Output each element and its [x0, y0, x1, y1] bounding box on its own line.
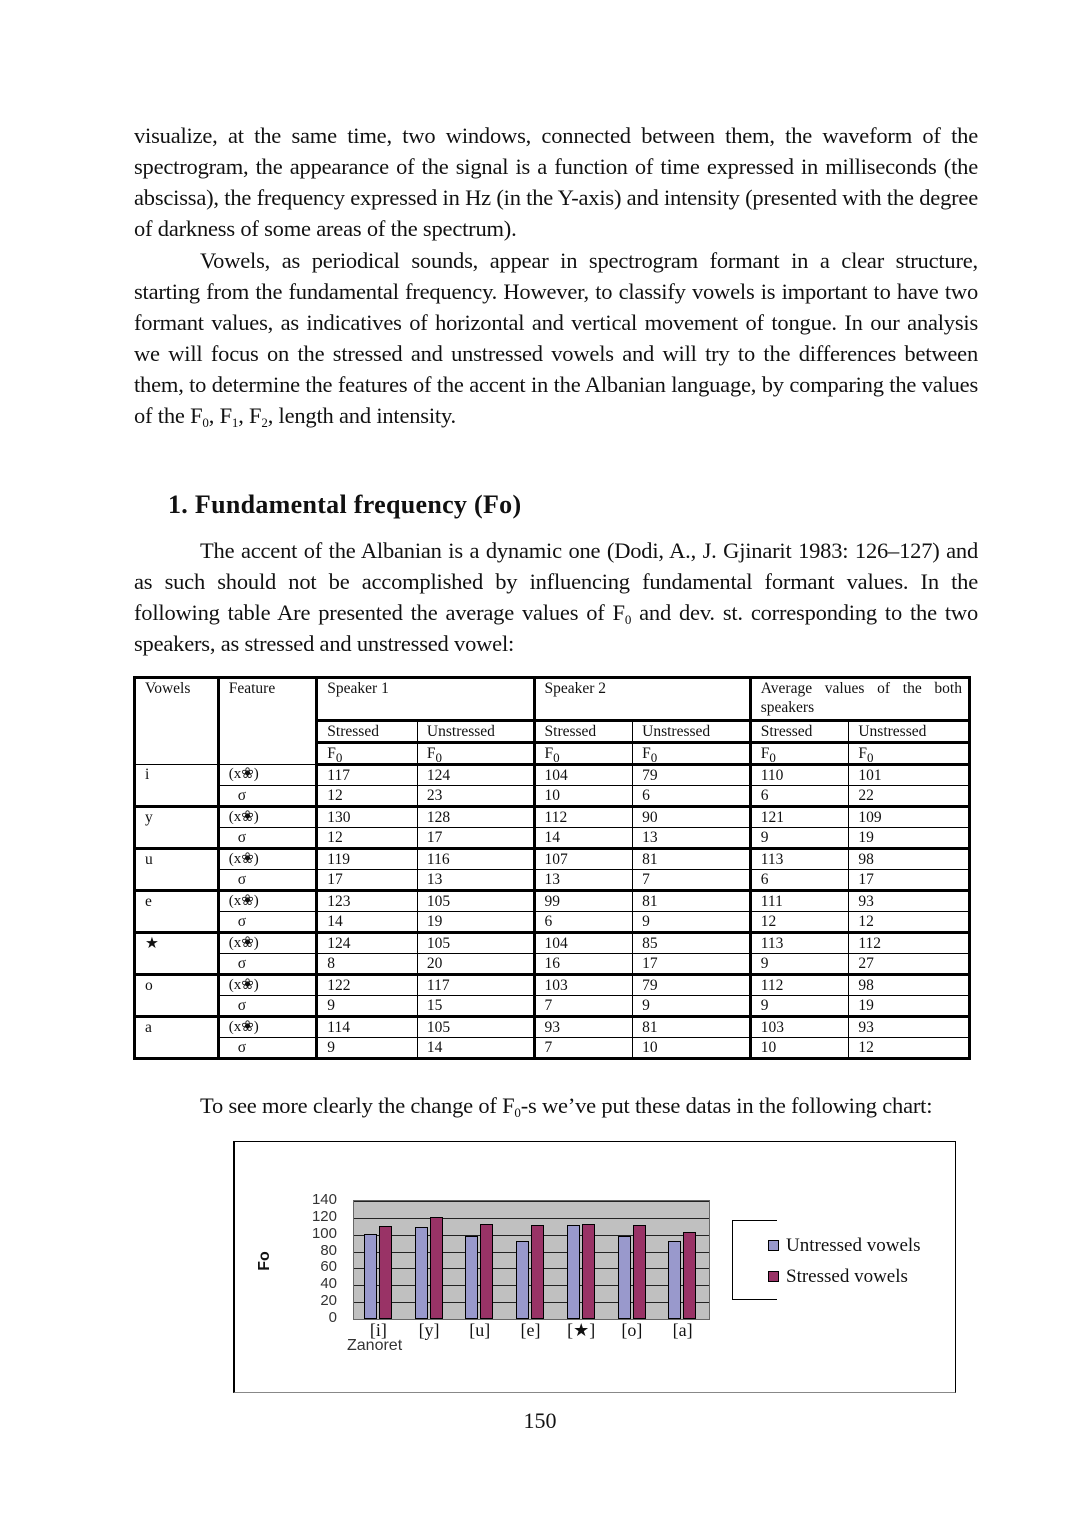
value-cell: 17 [849, 870, 970, 891]
bar-stressed [531, 1225, 544, 1319]
value-cell: 23 [417, 786, 534, 807]
value-cell: 7 [534, 1038, 633, 1059]
value-cell: 12 [849, 1038, 970, 1059]
legend-item-stressed: Stressed vowels [768, 1261, 921, 1292]
value-cell: 93 [849, 1017, 970, 1038]
table-row [135, 996, 970, 1017]
value-cell: 109 [849, 807, 970, 828]
paragraph-chart-intro: To see more clearly the change of $F_0-s$ we’ve put these datas in the following chart: [200, 1093, 933, 1120]
value-cell: 81 [633, 891, 751, 912]
feature-mean: (x❀) [218, 891, 317, 912]
header-feature: Feature [218, 678, 317, 765]
bar-stressed [430, 1217, 443, 1319]
x-tick-label: [i] [369, 1320, 387, 1340]
x-tick-label: [★] [567, 1320, 596, 1340]
y-tick-label: 20 [320, 1292, 337, 1310]
feature-mean: (x❀) [218, 807, 317, 828]
value-cell: 17 [417, 828, 534, 849]
value-cell: 121 [750, 807, 849, 828]
value-cell: 112 [750, 975, 849, 996]
value-cell: 124 [417, 765, 534, 786]
value-cell: 85 [633, 933, 751, 954]
value-cell: 10 [750, 1038, 849, 1059]
value-cell: 105 [417, 891, 534, 912]
value-cell: 10 [633, 1038, 751, 1059]
feature-mean: (x❀) [218, 1017, 317, 1038]
value-cell: 6 [750, 870, 849, 891]
table-row [135, 1017, 970, 1038]
value-cell: 112 [534, 807, 633, 828]
value-cell: 19 [417, 912, 534, 933]
value-cell: 93 [849, 891, 970, 912]
value-cell: 105 [417, 933, 534, 954]
y-tick-label: 0 [328, 1309, 337, 1326]
value-cell: 81 [633, 1017, 751, 1038]
value-cell: 105 [417, 1017, 534, 1038]
value-cell: 19 [849, 996, 970, 1017]
table-row [135, 786, 970, 807]
value-cell: 8 [317, 954, 418, 975]
x-axis-title: Zanoret [347, 1337, 403, 1354]
value-cell: 117 [317, 765, 418, 786]
section-heading: 1. Fundamental frequency (Fo) [168, 490, 522, 519]
paragraph-vowels: Vowels, as periodical sounds, appear in spectrogram formant in a clear structure, starting from the fundamental frequency. However, to classify vowels is important to have two formant values, as indicatives of horizontal and vertical movement of tongue. In our analysis we will focus on the stressed and unstressed vowels and will try to the differences between them, to determine the features of the accent in the Albanian language, by comparing the values of the $F_0$, $F_1$, $F_2$, length and intensity. [134, 248, 978, 430]
value-cell: 107 [534, 849, 633, 870]
header-stressed: Stressed [534, 721, 633, 743]
vowel-cell: y [135, 807, 219, 849]
bar-stressed [582, 1224, 595, 1319]
bar-unstressed [465, 1236, 478, 1319]
y-axis-label: Fo [255, 1251, 273, 1271]
vowel-cell: i [135, 765, 219, 807]
vowel-cell: u [135, 849, 219, 891]
feature-sigma: σ [218, 828, 317, 849]
value-cell: 110 [750, 765, 849, 786]
bar-unstressed [364, 1234, 377, 1319]
header-stressed: Stressed [750, 721, 849, 743]
feature-sigma: σ [218, 912, 317, 933]
swatch-icon [768, 1240, 779, 1251]
bar-stressed [480, 1224, 493, 1319]
x-tick-label: [u] [469, 1320, 491, 1340]
header-stressed: Stressed [317, 721, 418, 743]
y-tick-label: 100 [311, 1224, 337, 1242]
value-cell: 13 [417, 870, 534, 891]
y-tick-label: 140 [311, 1191, 337, 1208]
value-cell: 9 [633, 912, 751, 933]
x-tick-label: [e] [520, 1320, 541, 1340]
value-cell: 20 [417, 954, 534, 975]
plot-area [353, 1200, 710, 1320]
value-cell: 12 [317, 828, 418, 849]
value-cell: 9 [317, 996, 418, 1017]
table-row [135, 849, 970, 870]
feature-mean: (x❀) [218, 765, 317, 786]
value-cell: 10 [534, 786, 633, 807]
table-row [135, 870, 970, 891]
f0-chart [233, 1141, 956, 1393]
feature-mean: (x❀) [218, 933, 317, 954]
vowel-cell: ★ [135, 933, 219, 975]
value-cell: 9 [750, 996, 849, 1017]
value-cell: 12 [317, 786, 418, 807]
value-cell: 99 [534, 891, 633, 912]
value-cell: 14 [317, 912, 418, 933]
bar-stressed [683, 1232, 696, 1319]
bar-stressed [379, 1226, 392, 1319]
value-cell: 22 [849, 786, 970, 807]
feature-sigma: σ [218, 1038, 317, 1059]
value-cell: 9 [633, 996, 751, 1017]
value-cell: 81 [633, 849, 751, 870]
feature-sigma: σ [218, 786, 317, 807]
header-speaker2: Speaker 2 [534, 678, 750, 721]
value-cell: 17 [633, 954, 751, 975]
legend-item-unstressed: Untressed vowels [768, 1230, 921, 1261]
header-vowels: Vowels [135, 678, 219, 765]
value-cell: 128 [417, 807, 534, 828]
paragraph-accent: The accent of the Albanian is a dynamic one (Dodi, A., J. Gjinarit 1983: 126–127) and as such should not be accomplished by influencing fundamental formant values. In the following table Are presented the average values of $F_0$ and dev. st. corresponding to the two speakers, as stressed and unstressed vowel: [134, 538, 978, 656]
value-cell: 7 [534, 996, 633, 1017]
table-row [135, 1038, 970, 1059]
value-cell: 12 [750, 912, 849, 933]
f0-table [133, 676, 971, 1060]
value-cell: 104 [534, 765, 633, 786]
value-cell: 122 [317, 975, 418, 996]
header-f0: $F_0$ [317, 743, 418, 765]
header-f0: $F_0$ [750, 743, 849, 765]
value-cell: 12 [849, 912, 970, 933]
table-row [135, 912, 970, 933]
value-cell: 130 [317, 807, 418, 828]
page-number: 150 [523, 1408, 557, 1433]
table-row [135, 975, 970, 996]
header-speaker1: Speaker 1 [317, 678, 534, 721]
value-cell: 7 [633, 870, 751, 891]
value-cell: 9 [317, 1038, 418, 1059]
value-cell: 98 [849, 975, 970, 996]
value-cell: 6 [750, 786, 849, 807]
table-row [135, 807, 970, 828]
value-cell: 124 [317, 933, 418, 954]
gridline [354, 1201, 709, 1202]
header-f0: $F_0$ [849, 743, 970, 765]
header-f0: $F_0$ [417, 743, 534, 765]
vowel-cell: e [135, 891, 219, 933]
value-cell: 113 [750, 933, 849, 954]
feature-sigma: σ [218, 870, 317, 891]
value-cell: 14 [417, 1038, 534, 1059]
vowel-cell: o [135, 975, 219, 1017]
y-tick-label: 80 [320, 1241, 337, 1259]
table-row [135, 933, 970, 954]
header-unstressed: Unstressed [849, 721, 970, 743]
bar-unstressed [415, 1227, 428, 1319]
value-cell: 117 [417, 975, 534, 996]
value-cell: 93 [534, 1017, 633, 1038]
value-cell: 113 [750, 849, 849, 870]
header-f0: $F_0$ [534, 743, 633, 765]
value-cell: 14 [534, 828, 633, 849]
gridline [354, 1218, 709, 1219]
bar-unstressed [618, 1236, 631, 1319]
bar-unstressed [668, 1241, 681, 1319]
table-row [135, 828, 970, 849]
value-cell: 123 [317, 891, 418, 912]
value-cell: 15 [417, 996, 534, 1017]
value-cell: 112 [849, 933, 970, 954]
x-tick-label: [a] [672, 1320, 693, 1340]
feature-mean: (x❀) [218, 849, 317, 870]
table-row [135, 765, 970, 786]
value-cell: 103 [750, 1017, 849, 1038]
bar-unstressed [516, 1241, 529, 1319]
value-cell: 17 [317, 870, 418, 891]
x-tick-label: [o] [621, 1320, 643, 1340]
value-cell: 103 [534, 975, 633, 996]
paragraph-intro: visualize, at the same time, two windows, connected between them, the waveform of the spectrogram, the appearance of the signal is a function of time expressed in milliseconds (the abscissa), the frequency expressed in Hz (in the Y-axis) and intensity (presented with the degree of darkness of some areas of the spectrum). [134, 123, 978, 241]
value-cell: 79 [633, 975, 751, 996]
value-cell: 119 [317, 849, 418, 870]
value-cell: 13 [633, 828, 751, 849]
value-cell: 98 [849, 849, 970, 870]
bar-stressed [633, 1225, 646, 1319]
feature-sigma: σ [218, 996, 317, 1017]
value-cell: 19 [849, 828, 970, 849]
header-unstressed: Unstressed [633, 721, 751, 743]
x-tick-label: [y] [418, 1320, 440, 1340]
bar-unstressed [567, 1225, 580, 1319]
value-cell: 9 [750, 954, 849, 975]
value-cell: 6 [534, 912, 633, 933]
header-average: Average values of the both speakers [750, 678, 969, 721]
vowel-cell: a [135, 1017, 219, 1059]
value-cell: 27 [849, 954, 970, 975]
value-cell: 101 [849, 765, 970, 786]
feature-sigma: σ [218, 954, 317, 975]
value-cell: 6 [633, 786, 751, 807]
header-unstressed: Unstressed [417, 721, 534, 743]
value-cell: 13 [534, 870, 633, 891]
value-cell: 116 [417, 849, 534, 870]
feature-mean: (x❀) [218, 975, 317, 996]
value-cell: 90 [633, 807, 751, 828]
y-tick-label: 120 [311, 1207, 337, 1225]
swatch-icon [768, 1271, 779, 1282]
value-cell: 104 [534, 933, 633, 954]
table-row [135, 891, 970, 912]
value-cell: 79 [633, 765, 751, 786]
value-cell: 111 [750, 891, 849, 912]
value-cell: 16 [534, 954, 633, 975]
y-tick-label: 60 [320, 1258, 337, 1276]
table-row [135, 954, 970, 975]
header-f0: $F_0$ [633, 743, 751, 765]
value-cell: 114 [317, 1017, 418, 1038]
legend [768, 1230, 921, 1292]
y-tick-label: 40 [320, 1275, 337, 1293]
value-cell: 9 [750, 828, 849, 849]
